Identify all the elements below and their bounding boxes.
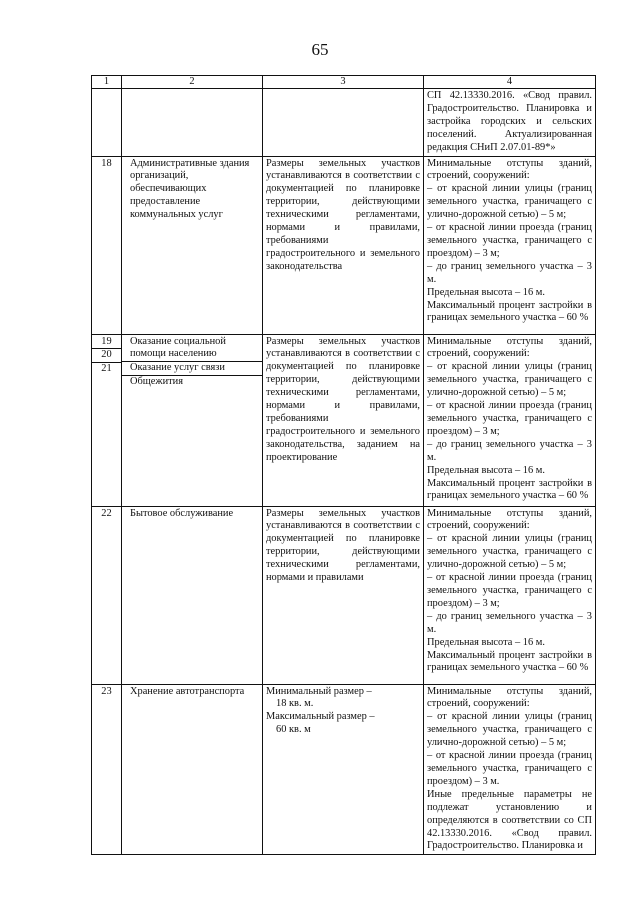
building-parameter-line: – от красной линии улицы (границ земельного участка, граничащего с улично-дорожной сетью) – 5 м;: [427, 533, 592, 571]
page-number: 65: [311, 40, 329, 59]
plot-size-text: Размеры земельных участков устанавливаются в соответствии с документацией по планировке территории, действующими техническими регламентами, нормами и правилами, требованиями градостроительного и земельного законодательства, заданием на проектирование: [266, 335, 420, 463]
column-number-header: 2: [122, 76, 263, 89]
land-use-type: Общежития: [122, 375, 262, 389]
land-use-type: Оказание услуг связи: [122, 361, 262, 375]
table-row: [92, 334, 596, 506]
land-use-type: Бытовое обслуживание: [130, 507, 234, 519]
regulations-table: [91, 75, 596, 855]
row-number: 20: [92, 348, 121, 362]
plot-size-text: Максимальный размер –: [266, 711, 375, 723]
plot-size-text: 18 кв. м.: [276, 698, 314, 710]
row-number-cell: [92, 506, 122, 684]
land-use-type-cell: [122, 506, 263, 684]
row-number: 21: [92, 362, 121, 376]
building-parameters-cell: [424, 156, 596, 334]
building-parameter-line: – до границ земельного участка – 3 м.: [427, 260, 592, 285]
plot-size-cell: [263, 684, 424, 855]
building-parameter-line: – от красной линии улицы (границ земельного участка, граничащего с улично-дорожной сетью) – 5 м;: [427, 361, 592, 399]
plot-size-text: 60 кв. м: [276, 724, 311, 736]
row-number: 19: [101, 335, 112, 347]
table-row: [92, 506, 596, 684]
building-parameter-line: – от красной линии проезда (границ земельного участка, граничащего с проездом) – 3 м.: [427, 750, 592, 787]
building-parameter-line: Минимальные отступы зданий, строений, сооружений:: [427, 157, 592, 182]
building-parameter-line: Предельная высота – 16 м.: [427, 636, 545, 648]
plot-size-text: Минимальный размер –: [266, 685, 372, 697]
building-parameter-line: Предельная высота – 16 м.: [427, 286, 545, 298]
building-parameter-line: СП 42.13330.2016. «Свод правил. Градостроительство. Планировка и застройка городских и сельских поселений. Актуализированная редакция СНиП 2.07.01-89*»: [427, 90, 592, 153]
plot-size-text: Размеры земельных участков устанавливаются в соответствии с документацией по планировке территории, действующими техническими регламентами, нормами и правилами, требованиями градостроительного и земельного законодательства: [266, 157, 420, 272]
building-parameter-line: Предельная высота – 16 м.: [427, 464, 545, 476]
land-use-type: Оказание социальной помощи населению: [130, 335, 226, 360]
building-parameter-line: Иные предельные параметры не подлежат установлению и определяются в соответствии со СП 42.13330.2016. «Свод правил. Градостроительство. Планировка и: [427, 788, 592, 852]
building-parameter-line: Максимальный процент застройки в границах земельного участка – 60 %: [427, 477, 592, 502]
building-parameter-line: – до границ земельного участка – 3 м.: [427, 438, 592, 463]
row-number-cell: [92, 684, 122, 855]
land-use-type-cell: [122, 684, 263, 855]
column-number-header: 3: [263, 76, 424, 89]
column-number-header: 1: [92, 76, 122, 89]
building-parameter-line: – от красной линии проезда (границ земельного участка, граничащего с проездом) – 3 м;: [427, 572, 592, 609]
table-row: [92, 89, 596, 157]
land-use-type: Административные здания организаций, обеспечивающих предоставление коммунальных услуг: [130, 157, 250, 221]
land-use-type-cell: [122, 156, 263, 334]
plot-size-cell: [263, 89, 424, 157]
row-number-cell: [92, 89, 122, 157]
row-number-cell: [92, 334, 122, 506]
building-parameter-line: – от красной линии проезда (границ земельного участка, граничащего с проездом) – 3 м;: [427, 400, 592, 437]
row-number: 23: [101, 685, 112, 697]
table-row: [92, 156, 596, 334]
building-parameter-line: – от красной линии улицы (границ земельного участка, граничащего с улично-дорожной сетью) – 5 м;: [427, 711, 592, 749]
building-parameters-cell: [424, 89, 596, 157]
plot-size-cell: [263, 506, 424, 684]
row-number-cell: [92, 156, 122, 334]
land-use-type-cell: [122, 334, 263, 506]
building-parameter-line: – до границ земельного участка – 3 м.: [427, 610, 592, 635]
building-parameters-cell: [424, 506, 596, 684]
land-use-type-cell: [122, 89, 263, 157]
table-header-row: [92, 76, 596, 89]
building-parameters-cell: [424, 334, 596, 506]
plot-size-cell: [263, 156, 424, 334]
column-number-header: 4: [424, 76, 596, 89]
land-use-type: Хранение автотранспорта: [130, 685, 245, 697]
building-parameter-line: – от красной линии проезда (границ земельного участка, граничащего с проездом) – 3 м;: [427, 222, 592, 259]
building-parameter-line: Минимальные отступы зданий, строений, сооружений:: [427, 335, 592, 360]
row-number: 22: [101, 507, 112, 519]
plot-size-cell: [263, 334, 424, 506]
building-parameter-line: Минимальные отступы зданий, строений, сооружений:: [427, 685, 592, 710]
building-parameter-line: Максимальный процент застройки в границах земельного участка – 60 %: [427, 299, 592, 324]
building-parameters-cell: [424, 684, 596, 855]
building-parameter-line: – от красной линии улицы (границ земельного участка, граничащего с улично-дорожной сетью) – 5 м;: [427, 183, 592, 221]
building-parameter-line: Минимальные отступы зданий, строений, сооружений:: [427, 507, 592, 532]
table-row: [92, 684, 596, 855]
row-number: 18: [101, 157, 112, 169]
plot-size-text: Размеры земельных участков устанавливаются в соответствии с документацией по планировке территории, действующими техническими регламентами, нормами и правилами: [266, 507, 420, 584]
building-parameter-line: Максимальный процент застройки в границах земельного участка – 60 %: [427, 649, 592, 674]
